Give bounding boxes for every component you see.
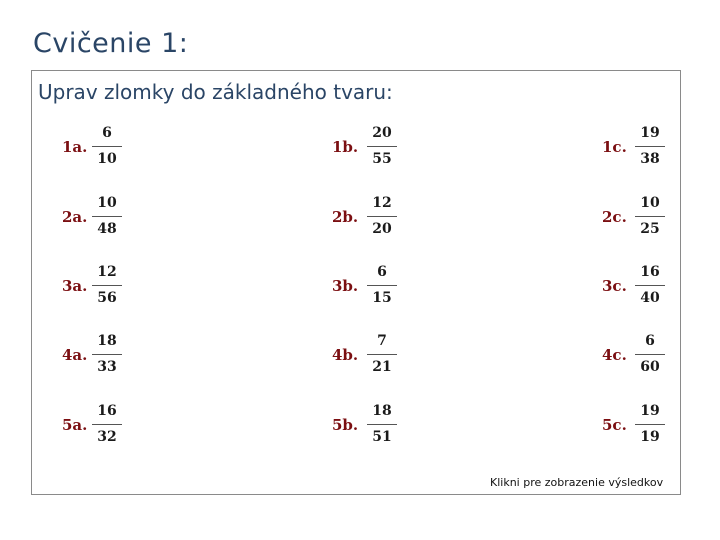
fraction-denominator: 19 bbox=[640, 429, 660, 445]
fraction bbox=[367, 402, 397, 446]
fraction-denominator: 55 bbox=[372, 151, 392, 167]
fraction bbox=[92, 124, 122, 168]
fraction bbox=[635, 263, 665, 307]
fraction bbox=[92, 332, 122, 376]
problem-label: 4b. bbox=[332, 346, 359, 364]
fraction-bar bbox=[92, 424, 122, 425]
problem-label: 1c. bbox=[602, 138, 627, 156]
fraction bbox=[367, 124, 397, 168]
fraction-denominator: 33 bbox=[97, 359, 117, 375]
fraction-denominator: 56 bbox=[97, 290, 117, 306]
problem-label: 2c. bbox=[602, 208, 627, 226]
fraction-bar bbox=[92, 146, 122, 147]
fraction-numerator: 19 bbox=[640, 125, 660, 141]
fraction-bar bbox=[367, 146, 397, 147]
fraction-numerator: 16 bbox=[97, 403, 117, 419]
slide-title: Cvičenie 1: bbox=[33, 28, 189, 59]
problem-label: 2b. bbox=[332, 208, 359, 226]
fraction-numerator: 12 bbox=[97, 264, 117, 280]
fraction-denominator: 60 bbox=[640, 359, 660, 375]
fraction bbox=[92, 263, 122, 307]
show-results-link[interactable]: Klikni pre zobrazenie výsledkov bbox=[490, 476, 664, 489]
fraction-numerator: 6 bbox=[102, 125, 112, 141]
fraction-denominator: 38 bbox=[640, 151, 660, 167]
fraction-numerator: 16 bbox=[640, 264, 660, 280]
problem-label: 5a. bbox=[62, 416, 88, 434]
fraction-bar bbox=[92, 216, 122, 217]
fraction-numerator: 20 bbox=[372, 125, 392, 141]
fraction-denominator: 10 bbox=[97, 151, 117, 167]
fraction-bar bbox=[367, 354, 397, 355]
fraction-numerator: 6 bbox=[645, 333, 655, 349]
fraction-bar bbox=[635, 424, 665, 425]
fraction-bar bbox=[635, 216, 665, 217]
fraction-numerator: 6 bbox=[377, 264, 387, 280]
fraction-numerator: 19 bbox=[640, 403, 660, 419]
fraction-numerator: 10 bbox=[640, 195, 660, 211]
fraction-bar bbox=[635, 354, 665, 355]
fraction-bar bbox=[92, 354, 122, 355]
fraction bbox=[635, 332, 665, 376]
fraction-numerator: 18 bbox=[97, 333, 117, 349]
fraction-denominator: 25 bbox=[640, 221, 660, 237]
fraction bbox=[635, 402, 665, 446]
fraction-denominator: 48 bbox=[97, 221, 117, 237]
problem-label: 5b. bbox=[332, 416, 359, 434]
fraction-bar bbox=[367, 285, 397, 286]
fraction-denominator: 32 bbox=[97, 429, 117, 445]
problem-label: 3a. bbox=[62, 277, 88, 295]
fraction-denominator: 20 bbox=[372, 221, 392, 237]
fraction bbox=[635, 124, 665, 168]
fraction-bar bbox=[367, 216, 397, 217]
fraction-bar bbox=[635, 146, 665, 147]
fraction bbox=[367, 263, 397, 307]
fraction-denominator: 21 bbox=[372, 359, 392, 375]
problem-label: 5c. bbox=[602, 416, 627, 434]
fraction bbox=[92, 402, 122, 446]
fraction-denominator: 40 bbox=[640, 290, 660, 306]
instruction-text: Uprav zlomky do základného tvaru: bbox=[38, 80, 393, 104]
fraction bbox=[367, 332, 397, 376]
fraction-bar bbox=[92, 285, 122, 286]
fraction-bar bbox=[635, 285, 665, 286]
fraction-numerator: 18 bbox=[372, 403, 392, 419]
fraction bbox=[367, 194, 397, 238]
fraction bbox=[92, 194, 122, 238]
fraction-numerator: 10 bbox=[97, 195, 117, 211]
fraction bbox=[635, 194, 665, 238]
problem-label: 3b. bbox=[332, 277, 359, 295]
problem-label: 3c. bbox=[602, 277, 627, 295]
fraction-bar bbox=[367, 424, 397, 425]
fraction-numerator: 7 bbox=[377, 333, 387, 349]
fraction-denominator: 51 bbox=[372, 429, 392, 445]
problem-label: 2a. bbox=[62, 208, 88, 226]
problem-label: 4a. bbox=[62, 346, 88, 364]
problem-label: 1b. bbox=[332, 138, 359, 156]
fraction-numerator: 12 bbox=[372, 195, 392, 211]
problem-label: 1a. bbox=[62, 138, 88, 156]
problem-label: 4c. bbox=[602, 346, 627, 364]
fraction-denominator: 15 bbox=[372, 290, 392, 306]
